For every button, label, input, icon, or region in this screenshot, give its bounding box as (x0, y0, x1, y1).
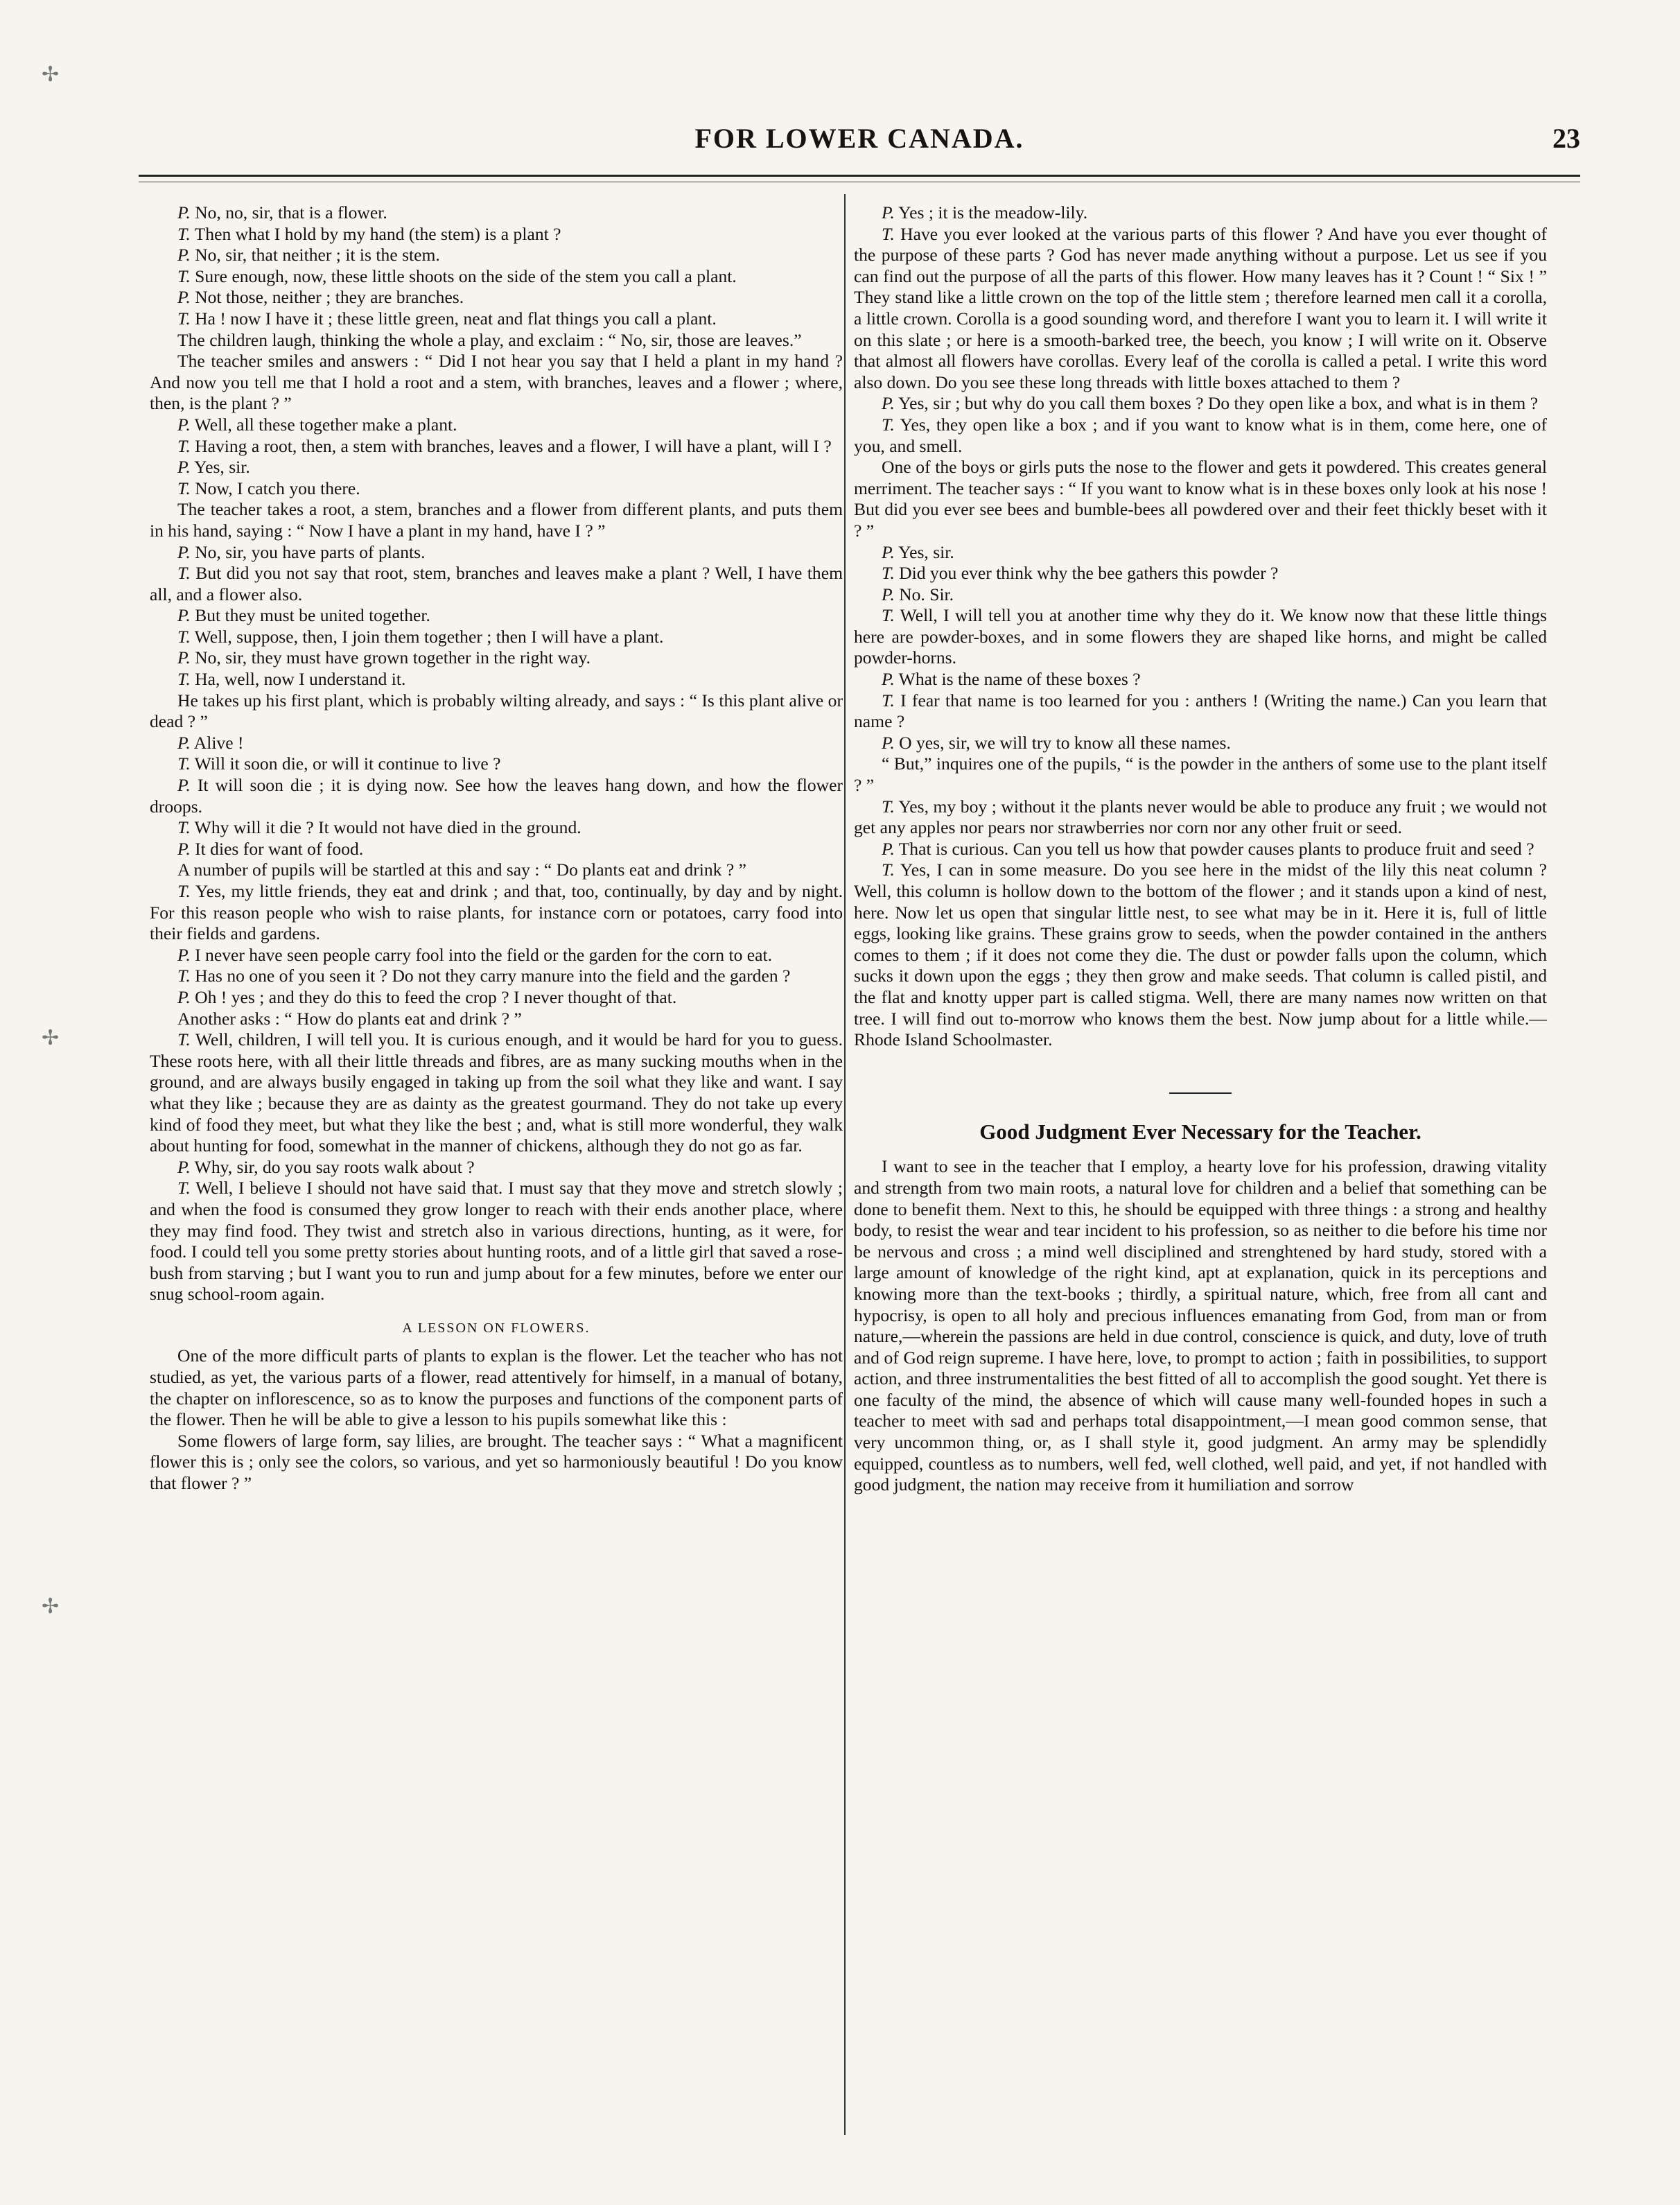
paragraph (150, 351, 843, 415)
speaker-label: T. (882, 223, 895, 244)
paragraph (150, 605, 843, 627)
paragraph-text: The teacher takes a root, a stem, branches and a flower from different plants, and puts them in his hand, saying : “ Now I have a plant in my hand, have I ? ” (150, 499, 843, 541)
paragraph-text: One of the more difficult parts of plants to explan is the flower. Let the teacher who has not studied, as yet, the various parts of a flower, read attentively for himself, in a manual of botany, the chapter on inflorescence, so as to know the purposes and functions of the component parts of the flower. Then he will be able to give a lesson to his pupils somewhat like this : (150, 1345, 843, 1430)
paragraph-text: Sure enough, now, these little shoots on the side of the stem you call a plant. (190, 265, 737, 286)
speaker-label: T. (882, 690, 895, 711)
paragraph (854, 1156, 1547, 1496)
paragraph-text: The teacher smiles and answers : “ Did I not hear you say that I held a plant in my hand ? And now you tell me that I hold a root and a stem, with branches, leaves and a flower ; where, then, is the plant ? ” (150, 351, 843, 414)
paragraph-text: But did you not say that root, stem, branches and leaves make a plant ? Well, I have them all, and a flower also. (150, 563, 843, 604)
paragraph (150, 542, 843, 564)
lesson-body (150, 1345, 843, 1494)
paragraph-text: “ But,” inquires one of the pupils, “ is the powder in the anthers of some use to the plant itself ? ” (854, 753, 1547, 796)
paragraph-text: What is the name of these boxes ? (894, 669, 1141, 690)
speaker-label: P. (177, 1156, 191, 1177)
dialogue-body (150, 202, 843, 1305)
speaker-label: T. (177, 817, 191, 838)
paragraph (150, 647, 843, 669)
header-rule (139, 175, 1580, 177)
speaker-label: P. (177, 457, 191, 478)
speaker-label: P. (882, 541, 895, 562)
paragraph-text: Yes, my boy ; without it the plants never would be able to produce any fruit ; we would not get any apples nor pears nor strawberries nor corn nor any other fruit or seed. (854, 796, 1547, 838)
speaker-label: T. (882, 796, 895, 817)
speaker-label: T. (882, 860, 895, 880)
margin-mark: ✢ (42, 1595, 60, 1618)
speaker-label: T. (177, 223, 191, 244)
paragraph-text: It dies for want of food. (190, 838, 364, 859)
paragraph-text: A number of pupils will be startled at this and say : “ Do plants eat and drink ? ” (177, 860, 746, 880)
speaker-label: P. (177, 245, 191, 265)
paragraph (150, 1009, 843, 1030)
paragraph-text: Will it soon die, or will it continue to live ? (190, 753, 501, 774)
speaker-label: P. (177, 541, 191, 562)
paragraph (150, 1345, 843, 1430)
paragraph (854, 415, 1547, 457)
paragraph-text: No. Sir. (894, 584, 954, 604)
paragraph-text: Yes, I can in some measure. Do you see here in the midst of the lily this neat column ? Well, this column is hollow down to the bottom of the flower ; and it stands upon a kind of nest, here. Now let us open that singular little nest, to see what may be in it. Here it is, full of little eggs, looking like grains. These grains grow to seeds, when the powder contained in the anthers comes to them ; if it does not come they die. The dust or powder falls upon the column, which sucks it down upon the eggs ; they then grow and make seeds. That column is called pistil, and the flat and knotty upper part is called stigma. Well, there are many names now written on that tree. I will find out to-morrow who knows them the best. Now jump about for a little while.—Rhode Island Schoolmaster. (854, 860, 1547, 1050)
speaker-label: P. (177, 775, 191, 796)
paragraph (854, 584, 1547, 606)
paragraph (150, 945, 843, 966)
paragraph (150, 1178, 843, 1305)
paragraph (150, 881, 843, 945)
speaker-label: T. (177, 966, 191, 986)
speaker-label: T. (177, 626, 191, 647)
paragraph-text: No, no, sir, that is a flower. (190, 202, 387, 223)
speaker-label: P. (177, 605, 191, 626)
paragraph-text: Did you ever think why the bee gathers this powder ? (894, 563, 1279, 584)
speaker-label: T. (177, 669, 191, 690)
section-body (854, 1156, 1547, 1496)
paragraph-text: Yes, sir. (894, 541, 954, 562)
paragraph (150, 966, 843, 987)
paragraph-text: Yes ; it is the meadow-lily. (894, 202, 1088, 223)
paragraph (854, 839, 1547, 860)
paragraph (150, 775, 843, 817)
paragraph (150, 753, 843, 775)
speaker-label: P. (882, 393, 895, 414)
speaker-label: P. (177, 202, 191, 223)
paragraph-text: Well, I believe I should not have said that. I must say that they move and stretch slowly ; and when the food is consumed they grow longer to reach with their ends another place, where they may find food. They twist and stretch also in various directions, hunting, as it were, for food. I could tell you some pretty stories about hunting roots, and of a little girl that saved a rose-bush from starving ; but I want you to run and jump about for a few minutes, before we enter our snug school-room again. (150, 1178, 843, 1305)
paragraph (854, 733, 1547, 754)
left-column (150, 202, 843, 1494)
paragraph (854, 224, 1547, 394)
paragraph (854, 542, 1547, 564)
speaker-label: P. (177, 414, 191, 435)
speaker-label: T. (882, 414, 895, 435)
paragraph-text: Ha ! now I have it ; these little green, neat and flat things you call a plant. (190, 308, 717, 329)
paragraph (150, 690, 843, 733)
paragraph-text: Some flowers of large form, say lilies, are brought. The teacher says : “ What a magnificent flower this is ; only see the colors, so various, and yet so harmoniously beautiful ! Do you know that flower ? ” (150, 1430, 843, 1494)
paragraph-text: Yes, they open like a box ; and if you want to know what is in them, come here, one of you, and smell. (854, 414, 1547, 456)
paragraph (150, 224, 843, 245)
speaker-label: T. (177, 753, 191, 774)
right-column (854, 202, 1547, 1496)
paragraph-text: Why will it die ? It would not have died in the ground. (190, 817, 581, 838)
paragraph (150, 266, 843, 288)
paragraph-text: Not those, neither ; they are branches. (190, 287, 464, 308)
paragraph-text: Yes, my little friends, they eat and drink ; and that, too, continually, by day and by night. For this reason people who wish to raise plants, for instance corn or potatoes, carry food into their fields and gardens. (150, 881, 843, 944)
paragraph (854, 202, 1547, 224)
paragraph-text: Well, children, I will tell you. It is curious enough, and it would be hard for you to guess. These roots here, with all their little threads and fibres, are as many sucking mouths when in the ground, and are always busily engaged in taking up from the soil what they like and want. I say what they like ; because they are as dainty as the greatest gourmand. They do not take up every kind of food they meet, but what they like the best ; and, what is still more wonderful, they walk about hunting for food, somewhat in the manner of chickens, although they do not go as far. (150, 1029, 843, 1156)
paragraph (150, 733, 843, 754)
paragraph (150, 817, 843, 839)
speaker-label: P. (177, 838, 191, 859)
paragraph (854, 753, 1547, 796)
paragraph (150, 1029, 843, 1157)
paragraph (854, 669, 1547, 690)
paragraph (150, 436, 843, 457)
paragraph (854, 605, 1547, 669)
paragraph-text: He takes up his first plant, which is probably wilting already, and says : “ Is this plant alive or dead ? ” (150, 690, 843, 732)
paragraph (150, 627, 843, 648)
paragraph-text: But they must be united together. (190, 605, 430, 626)
speaker-label: P. (882, 838, 895, 859)
paragraph-text: Yes, sir ; but why do you call them boxes ? Do they open like a box, and what is in them ? (894, 393, 1539, 414)
paragraph (150, 308, 843, 330)
paragraph-text: Well, I will tell you at another time why they do it. We know now that these little things here are powder-boxes, and in some flowers they are shaped like horns, and might be called powder-horns. (854, 605, 1547, 668)
paragraph-text: Then what I hold by my hand (the stem) is a plant ? (190, 223, 561, 244)
speaker-label: T. (177, 265, 191, 286)
speaker-label: T. (882, 563, 895, 584)
speaker-label: T. (177, 881, 191, 901)
paragraph (150, 415, 843, 436)
paragraph-text: Well, suppose, then, I join them together ; then I will have a plant. (190, 626, 664, 647)
paragraph (150, 202, 843, 224)
speaker-label: T. (177, 1029, 191, 1050)
speaker-label: P. (882, 584, 895, 604)
paragraph-text: O yes, sir, we will try to know all these names. (894, 732, 1231, 753)
dialogue-body-continued (854, 202, 1547, 1051)
paragraph-text: I fear that name is too learned for you : anthers ! (Writing the name.) Can you learn that name ? (854, 690, 1547, 732)
paragraph (854, 563, 1547, 584)
speaker-label: P. (882, 732, 895, 753)
speaker-label: P. (882, 669, 895, 690)
paragraph-text: Well, all these together make a plant. (190, 414, 457, 435)
paragraph (854, 690, 1547, 733)
speaker-label: P. (177, 944, 191, 965)
speaker-label: P. (177, 986, 191, 1007)
lesson-heading: A LESSON ON FLOWERS. (402, 1320, 590, 1336)
paragraph-text: Oh ! yes ; and they do this to feed the crop ? I never thought of that. (190, 986, 677, 1007)
column-divider (844, 194, 846, 2135)
speaker-label: T. (177, 563, 191, 584)
paragraph-text: No, sir, they must have grown together in the right way. (190, 647, 591, 668)
speaker-label: P. (177, 647, 191, 668)
paragraph-text: Has no one of you seen it ? Do not they carry manure into the field and the garden ? (190, 966, 791, 986)
paragraph-text: I never have seen people carry fool into the field or the garden for the corn to eat. (190, 944, 772, 965)
paragraph (854, 860, 1547, 1050)
running-head: FOR LOWER CANADA. (694, 123, 1024, 154)
paragraph-text: Why, sir, do you say roots walk about ? (190, 1156, 475, 1177)
paragraph-text: No, sir, that neither ; it is the stem. (190, 245, 440, 265)
section-title: Good Judgment Ever Necessary for the Teacher. (979, 1119, 1421, 1144)
paragraph-text: Another asks : “ How do plants eat and drink ? ” (177, 1008, 522, 1029)
speaker-label: P. (177, 287, 191, 308)
paragraph (150, 245, 843, 266)
paragraph (150, 987, 843, 1009)
speaker-label: T. (177, 1178, 191, 1199)
paragraph (150, 499, 843, 541)
paragraph-text: Having a root, then, a stem with branches, leaves and a flower, I will have a plant, will I ? (190, 435, 832, 456)
paragraph-text: No, sir, you have parts of plants. (190, 541, 426, 562)
paragraph (150, 669, 843, 690)
paragraph (854, 393, 1547, 415)
section-divider (1169, 1092, 1232, 1094)
paragraph (854, 457, 1547, 541)
paragraph (150, 330, 843, 351)
page-number: 23 (1552, 123, 1580, 154)
paragraph-text: That is curious. Can you tell us how that powder causes plants to produce fruit and seed ? (894, 838, 1534, 859)
paragraph-text: Now, I catch you there. (190, 478, 360, 498)
paragraph (150, 839, 843, 860)
paragraph-text: Yes, sir. (190, 457, 250, 478)
paragraph-text: Have you ever looked at the various parts of this flower ? And have you ever thought of the purpose of these parts ? God has never made anything without a purpose. Let us see if you can find out the purpose of all the parts of this flower. How many leaves has it ? Count ! “ Six ! ” They stand like a little crown on the top of the little stem ; therefore learned men call it a corolla, a little crown. Corolla is a good sounding word, and therefore I want you to learn it. I will write it on this slate ; or here is a smooth-barked tree, the beech, you know ; I will write on it. Observe that almost all flowers have corollas. Every leaf of the corolla is called a petal. I write this word also down. Do you see these long threads with little boxes attached to them ? (854, 223, 1547, 392)
paragraph-text: Alive ! (190, 732, 244, 753)
speaker-label: T. (177, 435, 191, 456)
paragraph-text: One of the boys or girls puts the nose to the flower and gets it powdered. This creates general merriment. The teacher says : “ If you want to know what is in these boxes only look at his nose ! But did you ever see bees and bumble-bees all powdered over and their feet thickly beset with it ? ” (854, 457, 1547, 541)
page-header (139, 122, 1580, 171)
speaker-label: T. (177, 308, 191, 329)
paragraph (150, 563, 843, 605)
margin-mark: ✢ (42, 1027, 60, 1049)
paragraph (150, 457, 843, 478)
paragraph-text: The children laugh, thinking the whole a play, and exclaim : “ No, sir, those are leaves.” (177, 329, 802, 350)
paragraph (150, 287, 843, 308)
paragraph (150, 478, 843, 500)
paragraph (150, 1431, 843, 1494)
speaker-label: T. (177, 478, 191, 498)
speaker-label: P. (177, 732, 191, 753)
paragraph (150, 860, 843, 881)
margin-mark: ✢ (42, 63, 60, 86)
paragraph-text: Ha, well, now I understand it. (190, 669, 406, 690)
speaker-label: T. (882, 605, 895, 626)
paragraph (150, 1157, 843, 1178)
paragraph-text: I want to see in the teacher that I employ, a hearty love for his profession, drawing vitality and strength from two main roots, a natural love for children and a belief that something can be done to benefit them. Next to this, he should be equipped with three things : a strong and healthy body, to resist the wear and tear incident to his profession, so as neither to die before his time nor be nervous and cross ; a mind well disciplined and strenghtened by hard study, stored with a large amount of knowledge of the right kind, apt at explanation, quick in its perceptions and knowing more than the text-books ; thirdly, a spiritual nature, which, free from all cant and hypocrisy, is open to all holy and precious influences emanating from God, from man or from nature,—wherein the passions are held in due control, conscience is quick, and duty, love of truth and of God reign supreme. I have here, love, to prompt to action ; faith in possibilities, to support action, and three instrumentalities the best fitted of all to accomplish the good sought. Yet there is one faculty of the mind, the absence of which will cause many well-founded hopes in such a teacher to meet with sad and perhaps total disappointment,—I mean good common sense, that very uncommon thing, or, as I shall style it, good judgment. An army may be splendidly equipped, countless as to numbers, well fed, well clothed, well paid, and yet, if not handled with good judgment, the nation may receive from it humiliation and sorrow (854, 1156, 1547, 1495)
paragraph (854, 796, 1547, 839)
speaker-label: P. (882, 202, 895, 223)
paragraph-text: It will soon die ; it is dying now. See how the leaves hang down, and how the flower droops. (150, 775, 843, 817)
